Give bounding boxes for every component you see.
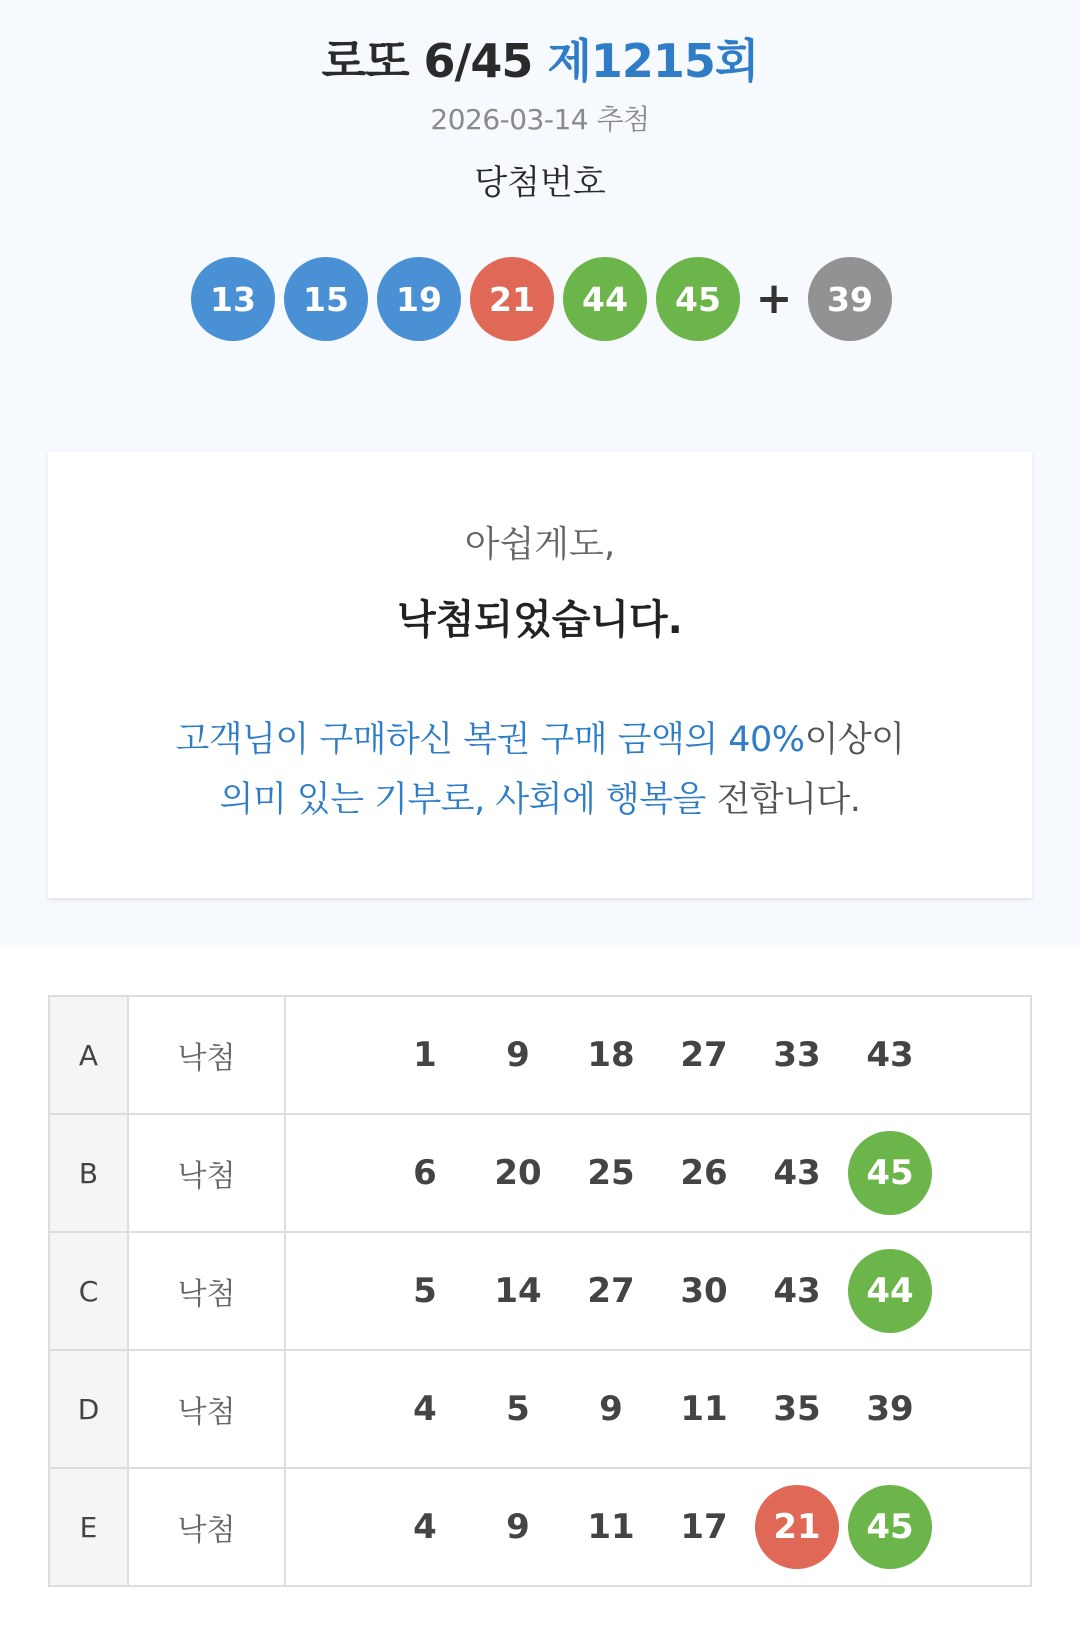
ticket-number: 33 (773, 1035, 821, 1075)
donation-highlight: 의미 있는 기부로, 사회에 행복을 (219, 780, 706, 820)
game-label: D (49, 1350, 128, 1468)
round-number: 제1215회 (547, 34, 759, 88)
donation-text: 전합니다. (705, 780, 861, 820)
ticket-row (49, 1468, 1031, 1586)
ticket-row (49, 996, 1031, 1114)
game-status: 낙첨 (128, 1350, 285, 1468)
donation-line-2 (48, 770, 1032, 830)
ticket-numbers (286, 1233, 1030, 1349)
ticket-number: 27 (587, 1271, 635, 1311)
ticket-numbers (286, 1351, 1030, 1467)
ticket-number: 43 (866, 1035, 914, 1075)
ticket-number: 1 (413, 1035, 437, 1075)
game-status: 낙첨 (128, 1114, 285, 1232)
winning-ball: 44 (563, 257, 647, 341)
ticket-row (49, 1232, 1031, 1350)
game-status: 낙첨 (128, 996, 285, 1114)
donation-message (48, 710, 1032, 830)
game-label: E (49, 1468, 128, 1586)
ticket-number: 9 (506, 1507, 530, 1547)
ticket-number: 5 (413, 1271, 437, 1311)
ticket-number: 14 (494, 1271, 542, 1311)
ticket-numbers-cell (285, 996, 1031, 1114)
ticket-number: 35 (773, 1389, 821, 1429)
plus-sign: + (755, 273, 793, 324)
ticket-numbers-cell (285, 1232, 1031, 1350)
ticket-number: 43 (773, 1271, 821, 1311)
ticket-number: 18 (587, 1035, 635, 1075)
winning-ball: 15 (284, 257, 368, 341)
winning-ball: 19 (377, 257, 461, 341)
ticket-number: 43 (773, 1153, 821, 1193)
ticket-numbers (286, 1469, 1030, 1585)
ticket-numbers (286, 997, 1030, 1113)
matched-number-ball: 44 (848, 1249, 932, 1333)
matched-number-ball: 21 (755, 1485, 839, 1569)
donation-highlight: 고객님이 구매하신 복권 구매 금액의 40% (175, 720, 805, 760)
ticket-number: 30 (680, 1271, 728, 1311)
donation-line-1 (48, 710, 1032, 770)
game-label: B (49, 1114, 128, 1232)
winning-numbers-row (191, 257, 901, 341)
ticket-number: 6 (413, 1153, 437, 1193)
ticket-number: 11 (680, 1389, 728, 1429)
ticket-number: 26 (680, 1153, 728, 1193)
ticket-number: 17 (680, 1507, 728, 1547)
matched-number-ball: 45 (848, 1485, 932, 1569)
draw-date: 2026-03-14 추첨 (430, 103, 650, 136)
ticket-numbers-cell (285, 1350, 1031, 1468)
page-title (0, 30, 1080, 92)
ticket-number: 39 (866, 1389, 914, 1429)
winning-ball: 21 (470, 257, 554, 341)
ticket-number: 5 (506, 1389, 530, 1429)
ticket-number: 27 (680, 1035, 728, 1075)
ticket-numbers-cell (285, 1468, 1031, 1586)
ticket-numbers-cell (285, 1114, 1031, 1232)
ticket-number: 11 (587, 1507, 635, 1547)
title-lotto-name: 로또 6/45 (321, 34, 533, 88)
ticket-number: 25 (587, 1153, 635, 1193)
game-status: 낙첨 (128, 1232, 285, 1350)
donation-text: 이상이 (804, 720, 905, 760)
ticket-number: 9 (599, 1389, 623, 1429)
ticket-row (49, 1350, 1031, 1468)
winning-ball: 13 (191, 257, 275, 341)
result-status-text: 낙첨되었습니다. (397, 597, 683, 643)
game-label: A (49, 996, 128, 1114)
ticket-number: 20 (494, 1153, 542, 1193)
matched-number-ball: 45 (848, 1131, 932, 1215)
ticket-number: 4 (413, 1507, 437, 1547)
ticket-numbers (286, 1115, 1030, 1231)
game-status: 낙첨 (128, 1468, 285, 1586)
ticket-table (48, 995, 1032, 1587)
ticket-row (49, 1114, 1031, 1232)
result-card (48, 452, 1032, 898)
ticket-number: 9 (506, 1035, 530, 1075)
ticket-number: 4 (413, 1389, 437, 1429)
winning-numbers-label: 당첨번호 (474, 163, 606, 203)
winning-ball: 45 (656, 257, 740, 341)
sorry-text: 아쉽게도, (464, 524, 616, 565)
game-label: C (49, 1232, 128, 1350)
bonus-ball: 39 (808, 257, 892, 341)
